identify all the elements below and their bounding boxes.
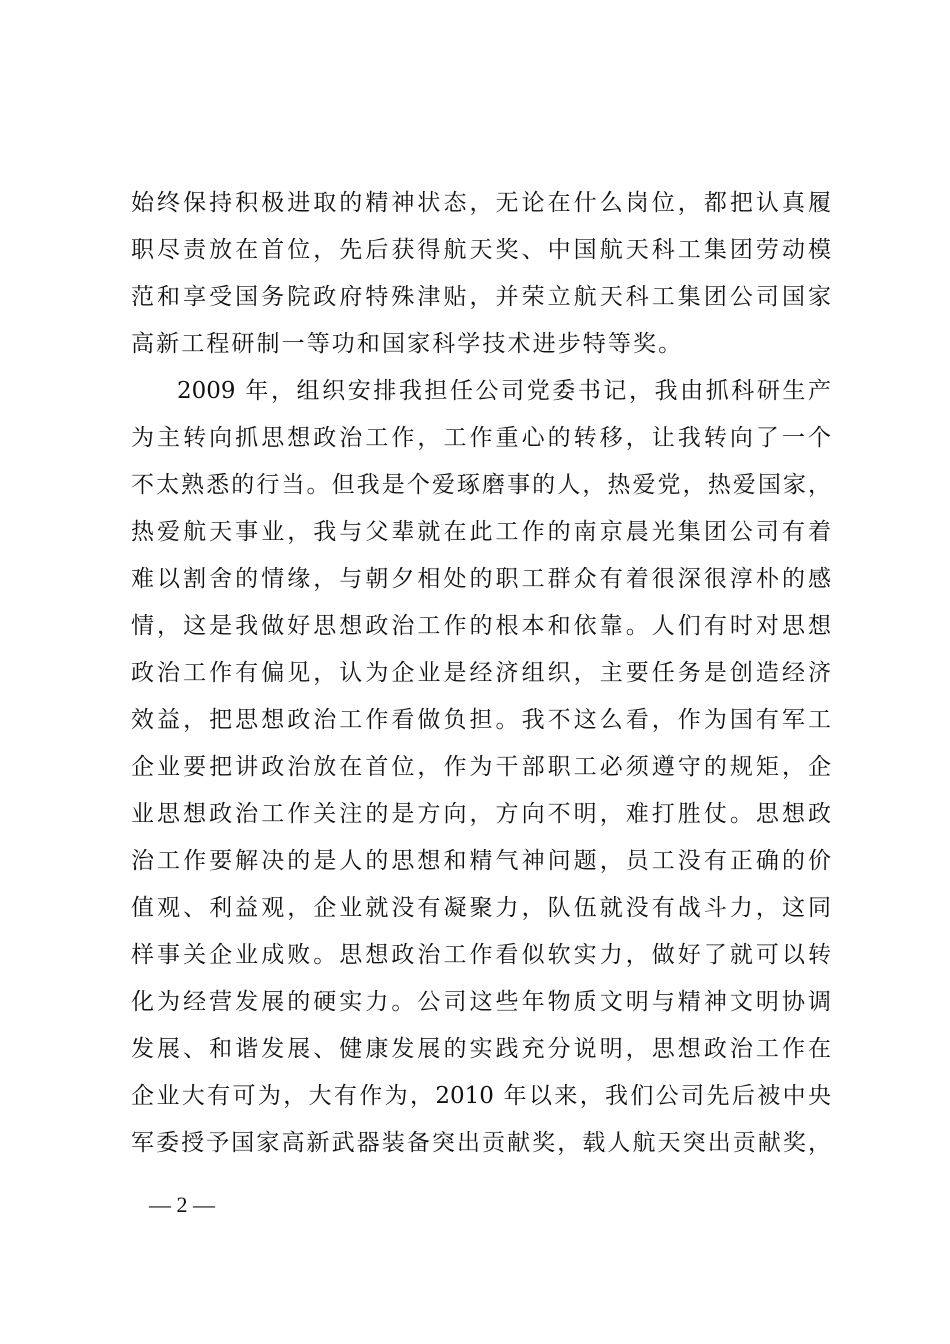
- body-line: 始终保持积极进取的精神状态，无论在什么岗位，都把认真履: [131, 190, 831, 216]
- body-line: 情，这是我做好思想政治工作的根本和依靠。人们有时对思想: [131, 613, 831, 639]
- page-number: — 2 —: [149, 1192, 215, 1217]
- body-line: 政治工作有偏见，认为企业是经济组织，主要任务是创造经济: [131, 660, 831, 686]
- body-line: 发展、和谐发展、健康发展的实践充分说明，思想政治工作在: [131, 1036, 831, 1062]
- body-line: 范和享受国务院政府特殊津贴，并荣立航天科工集团公司国家: [131, 284, 831, 310]
- body-line: 热爱航天事业，我与父辈就在此工作的南京晨光集团公司有着: [131, 519, 831, 545]
- body-line: 化为经营发展的硬实力。公司这些年物质文明与精神文明协调: [131, 989, 831, 1015]
- body-line: 不太熟悉的行当。但我是个爱琢磨事的人，热爱党，热爱国家，: [131, 472, 831, 498]
- body-line: 军委授予国家高新武器装备突出贡献奖，载人航天突出贡献奖，: [131, 1130, 831, 1156]
- paragraph-first-line: 2009 年，组织安排我担任公司党委书记，我由抓科研生产: [177, 378, 831, 404]
- body-line: 业思想政治工作关注的是方向，方向不明，难打胜仗。思想政: [131, 801, 831, 827]
- body-line: 企业要把讲政治放在首位，作为干部职工必须遵守的规矩，企: [131, 754, 831, 780]
- body-line: 样事关企业成败。思想政治工作看似软实力，做好了就可以转: [131, 942, 831, 968]
- body-line: 高新工程研制一等功和国家科学技术进步特等奖。: [131, 331, 684, 357]
- body-line: 值观、利益观，企业就没有凝聚力，队伍就没有战斗力，这同: [131, 895, 831, 921]
- body-line: 为主转向抓思想政治工作，工作重心的转移，让我转向了一个: [131, 425, 831, 451]
- body-line: 职尽责放在首位，先后获得航天奖、中国航天科工集团劳动模: [131, 237, 831, 263]
- body-line: 难以割舍的情缘，与朝夕相处的职工群众有着很深很淳朴的感: [131, 566, 831, 592]
- body-line: 治工作要解决的是人的思想和精气神问题，员工没有正确的价: [131, 848, 831, 874]
- body-line: 企业大有可为，大有作为，2010 年以来，我们公司先后被中央: [131, 1083, 831, 1109]
- body-line: 效益，把思想政治工作看做负担。我不这么看，作为国有军工: [131, 707, 831, 733]
